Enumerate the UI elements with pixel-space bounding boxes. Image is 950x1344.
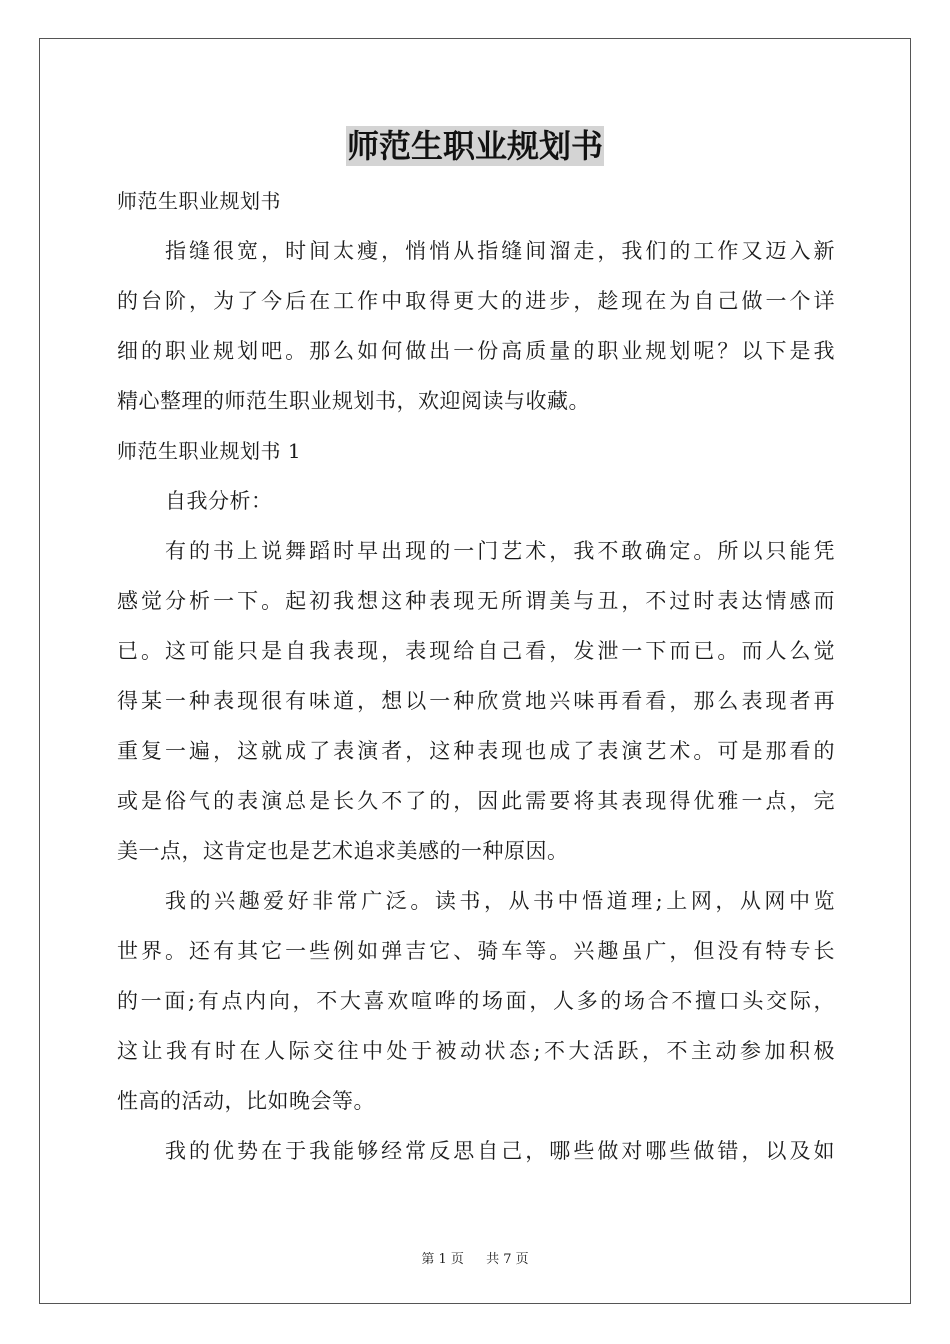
paragraph-line: 美一点，这肯定也是艺术追求美感的一种原因。 — [117, 839, 569, 863]
paragraph-line: 有的书上说舞蹈时早出现的一门艺术，我不敢确定。所以只能凭 — [165, 539, 835, 563]
page-footer — [0, 1248, 950, 1267]
paragraph-line: 重复一遍，这就成了表演者，这种表现也成了表演艺术。可是那看的 — [117, 739, 835, 763]
section-heading: 师范生职业规划书 1 — [117, 439, 302, 463]
paragraph-line: 的一面;有点内向，不大喜欢喧哗的场面，人多的场合不擅口头交际， — [117, 989, 835, 1013]
paragraph-line: 世界。还有其它一些例如弹吉它、骑车等。兴趣虽广，但没有特专长 — [117, 939, 835, 963]
paragraph-line: 或是俗气的表演总是长久不了的，因此需要将其表现得优雅一点，完 — [117, 789, 835, 813]
paragraph-line: 我的优势在于我能够经常反思自己，哪些做对哪些做错，以及如 — [165, 1139, 835, 1163]
intro-line: 精心整理的师范生职业规划书，欢迎阅读与收藏。 — [117, 389, 590, 413]
paragraph-line: 已。这可能只是自我表现，表现给自己看，发泄一下而已。而人么觉 — [117, 639, 835, 663]
page-number: 第 1 页 — [421, 1252, 464, 1267]
document-title: 师范生职业规划书 — [346, 127, 603, 165]
self-analysis-label: 自我分析： — [165, 489, 273, 513]
intro-line: 的台阶，为了今后在工作中取得更大的进步，趁现在为自己做一个详 — [117, 289, 835, 313]
intro-line: 指缝很宽，时间太瘦，悄悄从指缝间溜走，我们的工作又迈入新 — [165, 239, 835, 263]
paragraph-line: 得某一种表现很有味道，想以一种欣赏地兴味再看看，那么表现者再 — [117, 689, 835, 713]
paragraph-line: 性高的活动，比如晚会等。 — [117, 1089, 375, 1113]
intro-line: 细的职业规划吧。那么如何做出一份高质量的职业规划呢？以下是我 — [117, 339, 835, 363]
title-container — [0, 126, 950, 166]
paragraph-line: 感觉分析一下。起初我想这种表现无所谓美与丑，不过时表达情感而 — [117, 589, 835, 613]
document-body — [117, 176, 835, 1176]
document-subtitle: 师范生职业规划书 — [117, 189, 281, 213]
paragraph-line: 这让我有时在人际交往中处于被动状态;不大活跃，不主动参加积极 — [117, 1039, 835, 1063]
page-total: 共 7 页 — [486, 1252, 529, 1267]
paragraph-line: 我的兴趣爱好非常广泛。读书，从书中悟道理;上网，从网中览 — [165, 889, 835, 913]
